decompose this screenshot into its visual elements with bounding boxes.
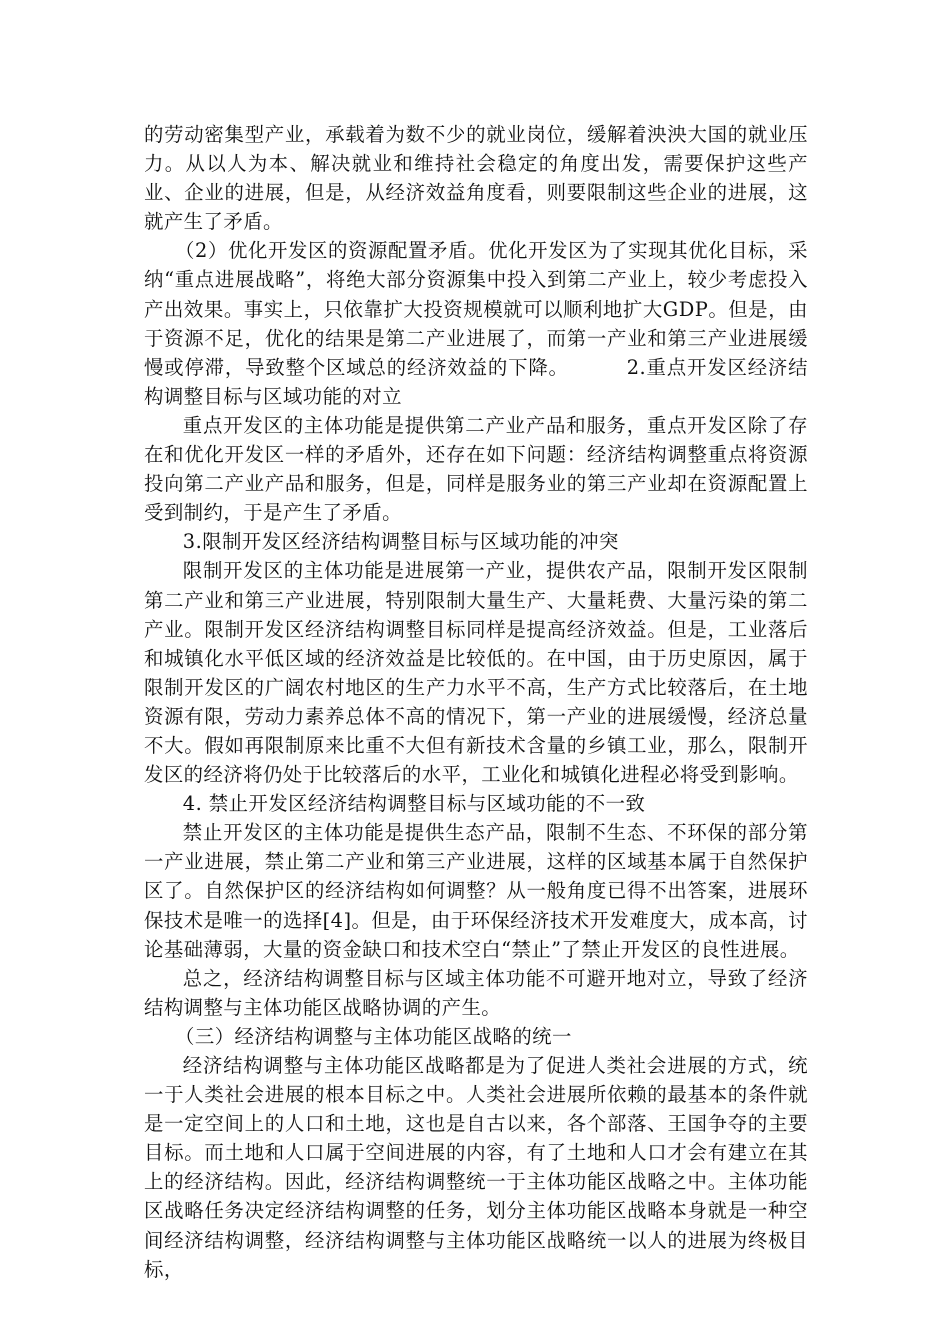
paragraph-key-development: 重点开发区的主体功能是提供第二产业产品和服务，重点开发区除了存在和优化开发区一样的矛盾外，还存在如下问题：经济结构调整重点将资源投向第二产业产品和服务，但是，同样是服务业的第三产业却在资源配置上受到制约，于是产生了矛盾。 bbox=[144, 413, 808, 525]
paragraph-continuation: 的劳动密集型产业，承载着为数不少的就业岗位，缓解着泱泱大国的就业压力。从以人为本、解决就业和维持社会稳定的角度出发，需要保护这些产业、企业的进展，但是，从经济效益角度看，则要限制这些企业的进展，这就产生了矛盾。 bbox=[144, 123, 808, 234]
paragraph-summary: 总之，经济结构调整目标与区域主体功能不可避开地对立，导致了经济结构调整与主体功能区战略协调的产生。 bbox=[144, 966, 808, 1019]
heading-restricted-development: 3.限制开发区经济结构调整目标与区域功能的冲突 bbox=[182, 530, 619, 554]
paragraph-prohibited-development: 禁止开发区的主体功能是提供生态产品，限制不生态、不环保的部分第一产业进展，禁止第二产业和第三产业进展，这样的区域基本属于自然保护区了。自然保护区的经济结构如何调整？从一般角度已得不出答案，进展环保技术是唯一的选择[4]。但是，由于环保经济技术开发难度大，成本高，讨论基础薄弱，大量的资金缺口和技术空白“禁止”了禁止开发区的良性进展。 bbox=[144, 821, 808, 961]
paragraph-restricted-development: 限制开发区的主体功能是进展第一产业，提供农产品，限制开发区限制第二产业和第三产业进展，特别限制大量生产、大量耗费、大量污染的第二产业。限制开发区经济结构调整目标同样是提高经济效益。但是，工业落后和城镇化水平低区域的经济效益是比较低的。在中国，由于历史原因，属于限制开发区的广阔农村地区的生产力水平不高，生产方式比较落后，在土地资源有限，劳动力素养总体不高的情况下，第一产业的进展缓慢，经济总量不大。假如再限制原来比重不大但有新技术含量的乡镇工业，那么，限制开发区的经济将仍处于比较落后的水平，工业化和城镇化进程必将受到影响。 bbox=[144, 559, 808, 787]
document-page bbox=[144, 120, 808, 1284]
heading-prohibited-development: 4. 禁止开发区经济结构调整目标与区域功能的不一致 bbox=[182, 792, 646, 816]
heading-section-three: （三）经济结构调整与主体功能区战略的统一 bbox=[175, 1024, 572, 1048]
paragraph-optimization-conflict: （2）优化开发区的资源配置矛盾。优化开发区为了实现其优化目标，采纳“重点进展战略”，将绝大部分资源集中投入到第二产业上，较少考虑投入产出效果。事实上，只依靠扩大投资规模就可以顺利地扩大GDP。但是，由于资源不足，优化的结果是第二产业进展了，而第一产业和第三产业进展缓慢或停滞，导致整个区域总的经济效益的下降。 2.重点开发区经济结构调整目标与区域功能的对立 bbox=[144, 239, 808, 408]
paragraph-unity: 经济结构调整与主体功能区战略都是为了促进人类社会进展的方式，统一于人类社会进展的根本目标之中。人类社会进展所依赖的最基本的条件就是一定空间上的人口和土地，这也是自古以来，各个部落、王国争夺的主要目标。而土地和人口属于空间进展的内容，有了土地和人口才会有建立在其上的经济结构。因此，经济结构调整统一于主体功能区战略之中。主体功能区战略任务决定经济结构调整的任务，划分主体功能区战略本身就是一种空间经济结构调整，经济结构调整与主体功能区战略统一以人的进展为终极目标， bbox=[144, 1054, 808, 1281]
